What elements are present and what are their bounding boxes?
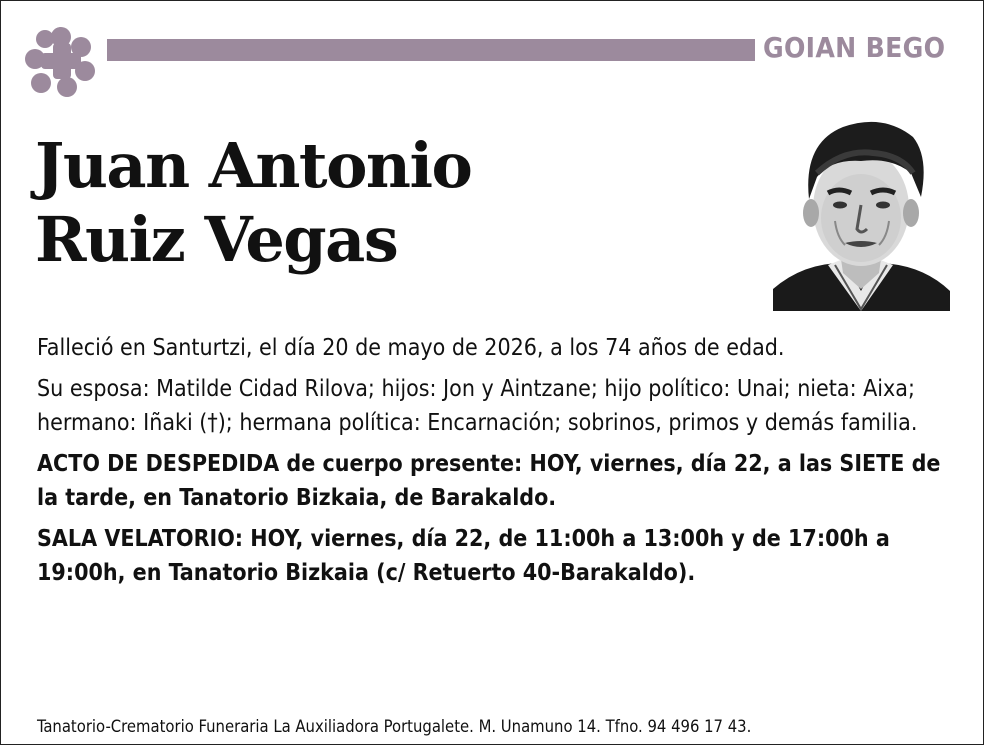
deceased-name [35, 129, 471, 277]
header-bar [107, 39, 755, 61]
portrait-photo [773, 113, 950, 311]
name-first-line: Juan Antonio [35, 129, 472, 202]
obituary-body [37, 331, 957, 597]
name-second-line: Ruiz Vegas [35, 203, 398, 276]
funeral-home-footer: Tanatorio-Crematorio Funeraria La Auxiliadora Portugalete. M. Unamuno 14. Tfno. 94 496 17 43. [37, 717, 752, 736]
wake-room: SALA VELATORIO: HOY, viernes, día 22, de 11:00h a 13:00h y de 17:00h a 19:00h, en Tanatorio Bizkaia (c/ Retuerto 40-Barakaldo). [37, 525, 890, 586]
farewell-ceremony: ACTO DE DESPEDIDA de cuerpo presente: HOY, viernes, día 22, a las SIETE de la tarde, en Tanatorio Bizkaia, de Barakaldo. [37, 450, 941, 511]
lauburu-icon [23, 23, 101, 99]
family-members: Su esposa: Matilde Cidad Rilova; hijos: Jon y Aintzane; hijo político: Unai; nieta: Aixa; hermano: Iñaki (†); hermana política: Encarnación; sobrinos, primos y demás familia. [37, 375, 918, 436]
death-notice: Falleció en Santurtzi, el día 20 de mayo de 2026, a los 74 años de edad. [37, 335, 785, 361]
section-badge: GOIAN BEGO [763, 31, 946, 64]
